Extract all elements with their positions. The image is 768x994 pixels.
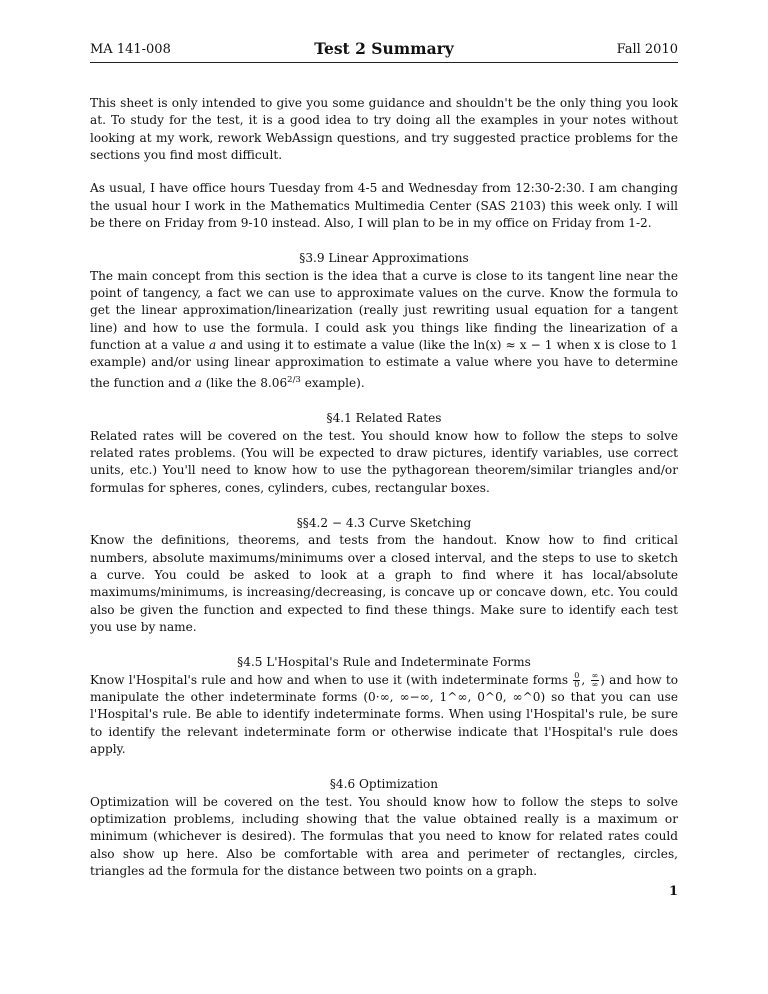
indeterminate-forms-list: 0·∞, ∞−∞, 1^∞, 0^0, ∞^0 <box>368 690 541 704</box>
section-title-linear-approximations: §3.9 Linear Approximations <box>299 251 469 266</box>
page-header <box>90 40 678 63</box>
intro-paragraph-2: As usual, I have office hours Tuesday from 4-5 and Wednesday from 12:30-2:30. I am changing the usual hour I work in the Mathematics Multimedia Center (SAS 2103) this week only. I will be there on Friday from 9-10 instead. Also, I will plan to be in my office on Friday from 1-2. <box>90 181 678 231</box>
section-body-linear-approximations: The main concept from this section is the idea that a curve is close to its tangent line near the point of tangency, a fact we can use to approximate values on the curve. Know the formula to get the linear approximation/linearization (really just rewriting usual equation for a tangent line) and how to use the formula. I could ask you things like finding the linearization of a function at a value a and using it to estimate a value (like the ln(x) ≈ x − 1 when x is close to 1 example) and/or using linear approximation to estimate a value where you have to determine the function and a (like the $8.06^{2/3}$ example). <box>90 268 679 390</box>
section-body-lhospital: Know l'Hospital's rule and how and when to use it (with indeterminate forms $\frac{0}{0}$ , $\frac{\infty}{\infty}$ ) and how to manipulate the other indeterminate forms (0·∞, ∞−∞, 1^∞, 0^0, ∞^0) so that you can use l'Hospital's rule. Be able to identify indeterminate forms. When using l'Hospital's rule, be sure to identify the relevant indeterminate form or otherwise indicate that l'Hospital's rule does apply. <box>90 670 678 757</box>
document-title: Test 2 Summary <box>314 39 454 58</box>
section-body-related-rates: Related rates will be covered on the test. You should know how to follow the steps to solve related rates problems. (You will be expected to draw pictures, identify variables, use correct units, etc.) You'll need to know how to use the pythagorean theorem/similar triangles and/or formulas for spheres, cones, cylinders, cubes, rectangular boxes. <box>90 428 678 495</box>
section-title-lhospital: §4.5 L'Hospital's Rule and Indeterminate Forms <box>237 655 531 670</box>
section-title-related-rates: §4.1 Related Rates <box>326 411 442 426</box>
fraction-zero-over-zero: $\frac{0}{0}$ <box>574 670 580 689</box>
document-page <box>90 40 678 880</box>
section-body-curve-sketching: Know the definitions, theorems, and tests from the handout. Know how to find critical numbers, absolute maximums/minimums over a closed interval, and the steps to use to sketch a curve. You could be asked to look at a graph to find where it has local/absolute maximums/minimums, is increasing/decreasing, is concave up or concave down, etc. You could also be given the function and expected to find these things. Make sure to identify each test you use by name. <box>90 533 678 634</box>
fraction-inf-over-inf: $\frac{\infty}{\infty}$ <box>591 670 599 689</box>
page-number: 1 <box>668 884 678 899</box>
term-label: Fall 2010 <box>616 42 678 57</box>
section-title-optimization: §4.6 Optimization <box>329 777 439 792</box>
course-code: MA 141-008 <box>90 42 171 57</box>
section-title-curve-sketching: §§4.2 − 4.3 Curve Sketching <box>296 515 472 530</box>
section-body-optimization: Optimization will be covered on the test. You should know how to follow the steps to solve optimization problems, including showing that the value obtained really is a maximum or minimum (whichever is desired). The formulas that you need to know for related rates could also show up here. Also be comfortable with area and perimeter of rectangles, circles, triangles ad the formula for the distance between two points on a graph. <box>90 794 678 879</box>
intro-paragraph-1: This sheet is only intended to give you some guidance and shouldn't be the only thing you look at. To study for the test, it is a good idea to try doing all the examples in your notes without looking at my work, rework WebAssign questions, and try suggested practice problems for the sections you find most difficult. <box>90 96 678 163</box>
